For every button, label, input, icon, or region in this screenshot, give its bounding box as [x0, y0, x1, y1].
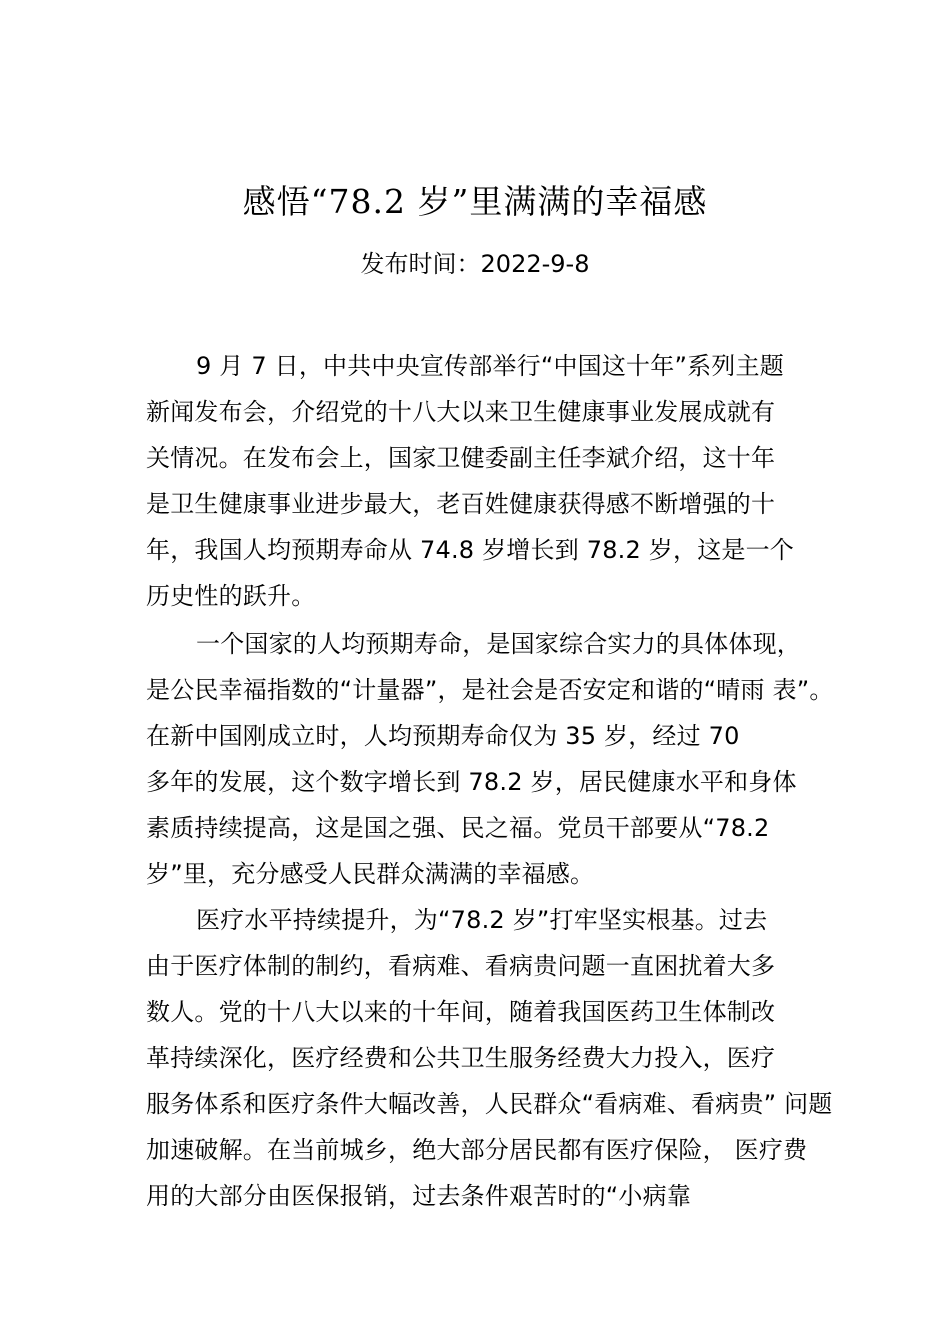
publish-date: 发布时间：2022-9-8 [360, 250, 590, 278]
paragraph-1-line-5: 年，我国人均预期寿命从 74.8 岁增长到 78.2 岁，这是一个 [146, 536, 794, 564]
paragraph-1-line-2: 新闻发布会，介绍党的十八大以来卫生健康事业发展成就有 [146, 398, 776, 426]
paragraph-3-line-5: 服务体系和医疗条件大幅改善，人民群众“看病难、看病贵” 问题 [146, 1090, 833, 1118]
paragraph-3-line-6: 加速破解。在当前城乡，绝大部分居民都有医疗保险， 医疗费 [146, 1136, 808, 1164]
paragraph-2-line-3: 在新中国刚成立时，人均预期寿命仅为 35 岁，经过 70 [146, 722, 740, 750]
paragraph-2-line-1: 一个国家的人均预期寿命，是国家综合实力的具体体现， [196, 630, 801, 658]
paragraph-3-line-4: 革持续深化，医疗经费和公共卫生服务经费大力投入，医疗 [146, 1044, 776, 1072]
paragraph-1-line-3: 关情况。在发布会上，国家卫健委副主任李斌介绍，这十年 [146, 444, 776, 472]
paragraph-2-line-2: 是公民幸福指数的“计量器”，是社会是否安定和谐的“晴雨 表”。 [146, 676, 834, 704]
paragraph-1-line-1: 9 月 7 日，中共中央宣传部举行“中国这十年”系列主题 [196, 352, 784, 380]
paragraph-2-line-4: 多年的发展，这个数字增长到 78.2 岁，居民健康水平和身体 [146, 768, 797, 796]
paragraph-3-line-1: 医疗水平持续提升，为“78.2 岁”打牢坚实根基。过去 [196, 906, 768, 934]
paragraph-2-line-5: 素质持续提高，这是国之强、民之福。党员干部要从“78.2 [146, 814, 770, 842]
article-title: 感悟“78.2 岁”里满满的幸福感 [242, 182, 708, 221]
paragraph-3-line-7: 用的大部分由医保报销，过去条件艰苦时的“小病靠 [146, 1182, 692, 1210]
paragraph-1-line-4: 是卫生健康事业进步最大，老百姓健康获得感不断增强的十 [146, 490, 776, 518]
paragraph-3-line-2: 由于医疗体制的制约，看病难、看病贵问题一直困扰着大多 [146, 952, 776, 980]
paragraph-3-line-3: 数人。党的十八大以来的十年间，随着我国医药卫生体制改 [146, 998, 776, 1026]
paragraph-1-line-6: 历史性的跃升。 [146, 582, 316, 610]
paragraph-2-line-6: 岁”里，充分感受人民群众满满的幸福感。 [146, 860, 595, 888]
